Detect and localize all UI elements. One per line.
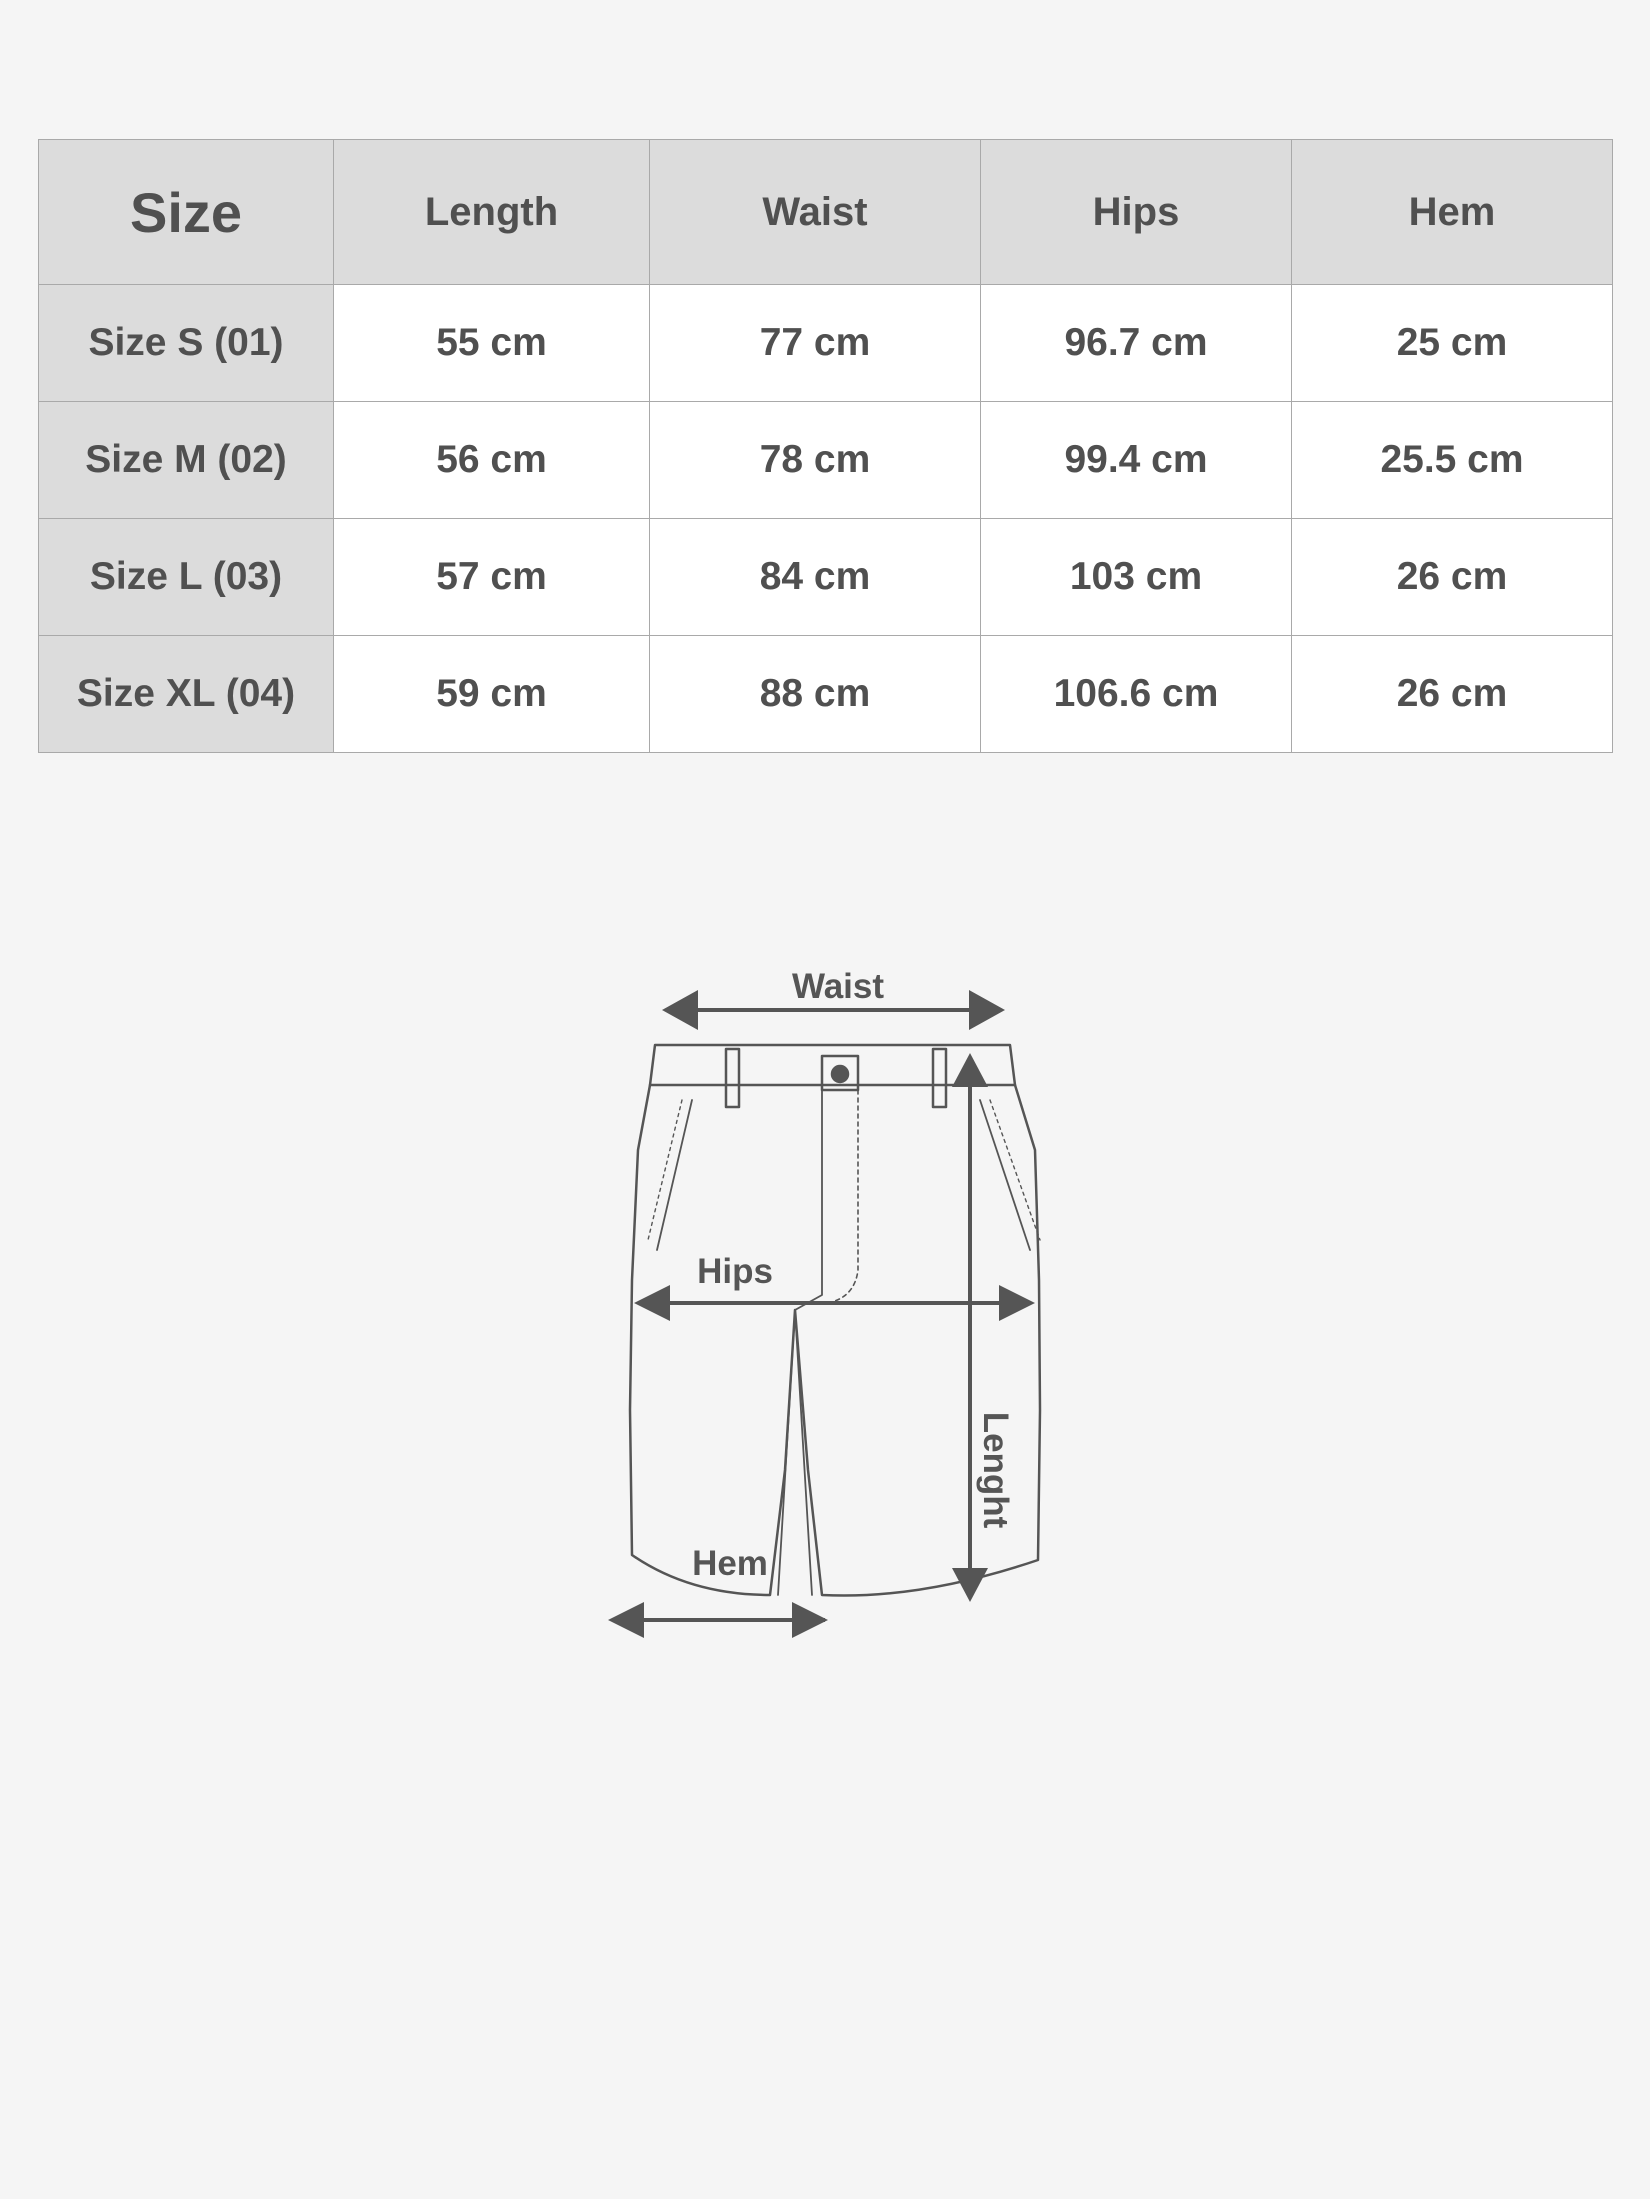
cell-hem: 25 cm	[1292, 285, 1613, 402]
hem-label: Hem	[692, 1544, 768, 1583]
table-body	[39, 285, 1613, 753]
hips-arrow	[634, 1285, 1035, 1321]
header-waist: Waist	[650, 140, 981, 285]
table-row	[39, 402, 1613, 519]
cell-hem: 25.5 cm	[1292, 402, 1613, 519]
table-row	[39, 636, 1613, 753]
table-header	[39, 140, 1613, 285]
hips-label: Hips	[697, 1252, 773, 1291]
cell-waist: 88 cm	[650, 636, 981, 753]
row-size-label: Size XL (04)	[39, 636, 334, 753]
shorts-outline-icon	[590, 950, 1050, 1650]
cell-waist: 77 cm	[650, 285, 981, 402]
header-hem: Hem	[1292, 140, 1613, 285]
cell-length: 56 cm	[334, 402, 650, 519]
waist-label: Waist	[791, 967, 885, 1006]
table-row	[39, 519, 1613, 636]
cell-waist: 78 cm	[650, 402, 981, 519]
header-length: Length	[334, 140, 650, 285]
header-row	[39, 140, 1613, 285]
cell-length: 57 cm	[334, 519, 650, 636]
length-label: Lenght	[976, 1411, 1015, 1529]
cell-hips: 103 cm	[981, 519, 1292, 636]
cell-hips: 106.6 cm	[981, 636, 1292, 753]
cell-waist: 84 cm	[650, 519, 981, 636]
cell-hips: 99.4 cm	[981, 402, 1292, 519]
cell-hips: 96.7 cm	[981, 285, 1292, 402]
hem-arrow	[608, 1602, 828, 1638]
row-size-label: Size S (01)	[39, 285, 334, 402]
cell-hem: 26 cm	[1292, 519, 1613, 636]
measurement-diagram	[590, 950, 1050, 1650]
size-chart-table	[38, 139, 1613, 753]
cell-length: 59 cm	[334, 636, 650, 753]
header-hips: Hips	[981, 140, 1292, 285]
cell-length: 55 cm	[334, 285, 650, 402]
header-size: Size	[39, 140, 334, 285]
row-size-label: Size M (02)	[39, 402, 334, 519]
row-size-label: Size L (03)	[39, 519, 334, 636]
table-row	[39, 285, 1613, 402]
cell-hem: 26 cm	[1292, 636, 1613, 753]
